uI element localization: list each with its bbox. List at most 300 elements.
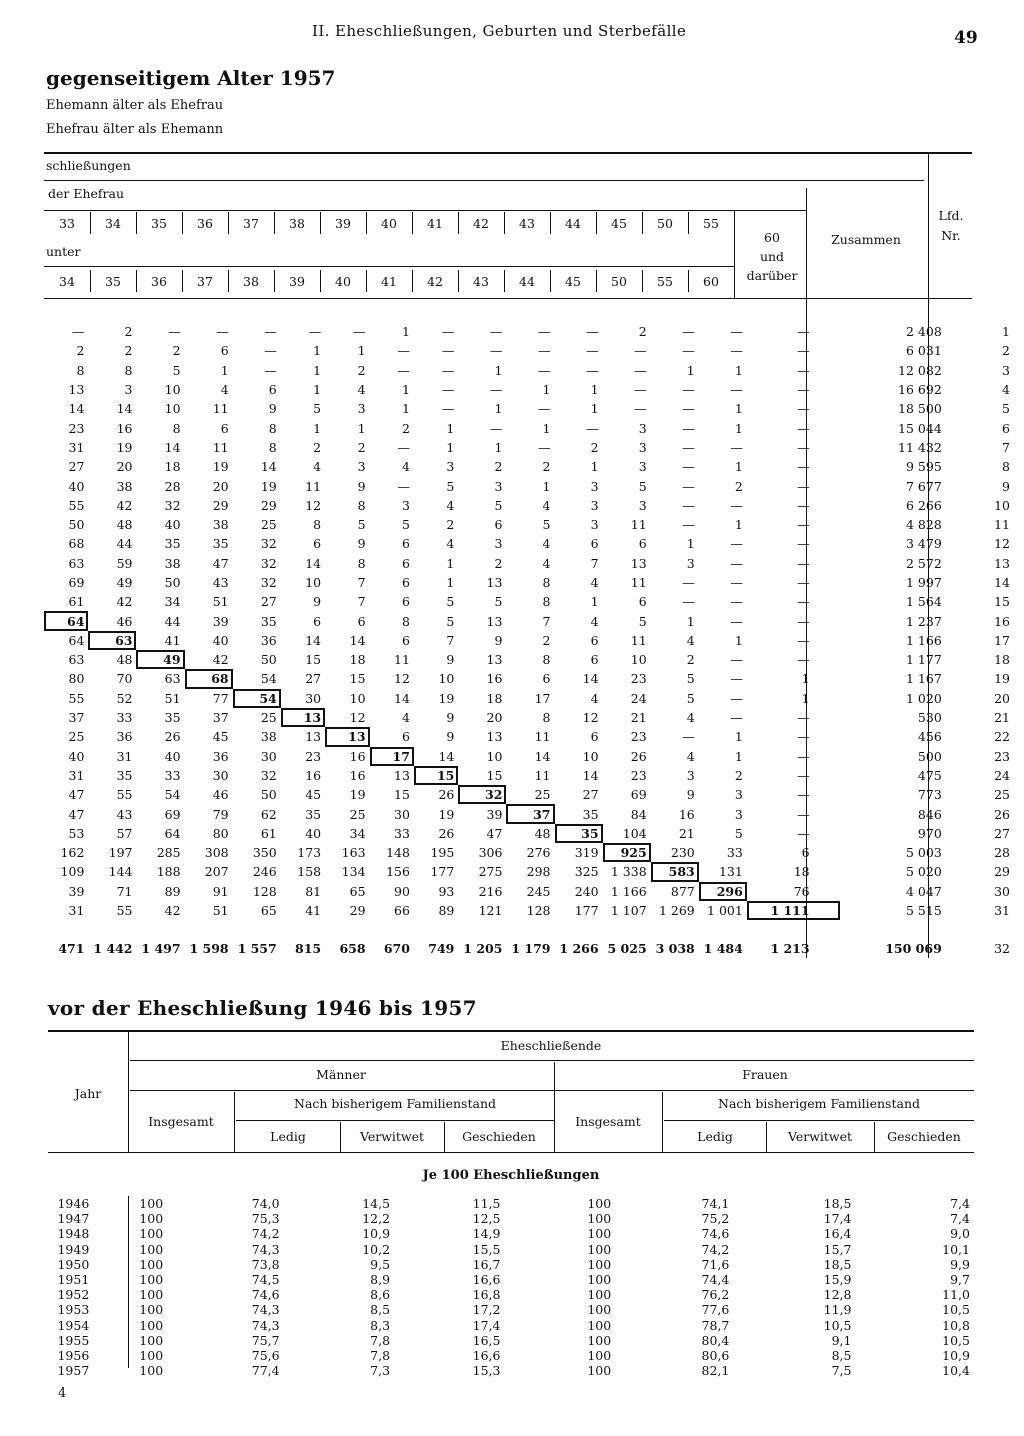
data-cell: — [797,536,810,552]
data-cell: 46 [116,613,133,629]
data-cell: 44 [116,536,133,552]
women-total-heading: Insgesamt [575,1114,641,1129]
data-cell: 3 [686,767,695,783]
table1-subtitle-1: Ehemann älter als Ehefrau [46,98,224,113]
data-cell: 84 [630,806,647,822]
data-cell: 11 [630,632,647,648]
data-cell: 5 [734,825,743,841]
data-cell: 2 [401,420,410,436]
data-cell: 10 [305,575,322,590]
table-row [44,747,1024,766]
data-cell: 89 [438,903,455,919]
data-cell: 100 [587,1332,612,1348]
data-cell: — [797,575,810,590]
table-row [44,515,1024,534]
data-cell: 100 [587,1317,612,1333]
data-cell: 47 [212,555,229,571]
data-cell: 16,6 [472,1272,501,1288]
data-cell: 14 [534,748,551,764]
data-cell: 1 [590,401,599,417]
data-cell: 30 [305,690,322,706]
data-cell: 240 [574,883,599,899]
col-60-heading [738,228,806,285]
data-cell: 4 [446,497,455,513]
data-cell: 11 [630,517,647,533]
data-cell: 128 [526,903,551,919]
data-cell: 16 [349,767,366,783]
total-cell: 6 266 [905,497,942,513]
table2-title: vor der Eheschließung 1946 bis 1957 [48,996,477,1020]
data-cell: 74,5 [251,1272,280,1288]
row-number-cell: 19 [994,671,1010,687]
data-cell: 12,8 [823,1287,852,1303]
row-number-cell: 24 [994,767,1010,783]
data-cell: 16,4 [823,1226,852,1242]
data-cell: 25 [534,787,551,803]
data-cell: 29 [349,903,366,919]
data-cell: 14 [305,632,322,648]
data-cell: 64 [44,611,88,630]
data-cell: 207 [204,864,229,880]
table-row [44,592,1024,611]
total-value-cell: 1 497 [141,941,181,957]
data-cell: 17 [370,747,414,766]
data-cell: 6 [590,632,599,648]
data-cell: 100 [139,1211,164,1227]
data-cell: — [797,632,810,648]
data-cell: 1 111 [747,901,840,920]
data-cell: 16,6 [472,1347,501,1363]
data-cell: 1 [494,401,503,417]
data-cell: 34 [164,594,181,610]
data-cell: 35 [212,536,229,552]
data-cell: 2 [686,652,695,668]
data-cell: 5 [638,478,647,494]
data-cell: 7 [542,613,551,629]
data-cell: — [797,594,810,610]
data-cell: 76,2 [701,1287,730,1303]
data-cell: 8 [542,575,551,590]
table-row [44,438,1024,457]
row-number-cell: 9 [1002,478,1010,494]
data-cell: 37 [212,710,229,726]
men-heading: Männer [316,1067,366,1082]
totals-row [44,920,1024,956]
data-cell: 55 [116,903,133,919]
data-cell: 285 [156,845,181,861]
data-cell: 35 [582,806,599,822]
data-cell: — [634,343,647,359]
data-cell: 5 [401,517,410,533]
total-cell: 9 595 [905,459,942,475]
data-cell: 100 [139,1272,164,1288]
data-cell: 7,3 [370,1363,391,1379]
data-cell: 18 [793,864,810,880]
data-cell: — [682,324,695,340]
data-cell: 2 [542,459,551,475]
data-cell: 32 [458,785,506,804]
data-cell: 8 [268,439,277,455]
data-cell: 2 [124,343,133,359]
data-cell: 23 [630,729,647,745]
data-cell: 40 [305,825,322,841]
data-cell: 6 [268,382,277,398]
col-lfd-heading [930,206,972,246]
data-cell: — [730,690,743,706]
data-cell: 26 [438,825,455,841]
data-cell: 55 [68,497,85,513]
data-cell: 2 [172,343,181,359]
data-cell: 100 [587,1347,612,1363]
total-cell: 1 167 [905,671,942,687]
data-cell: 173 [297,845,322,861]
total-value-cell: 471 [58,941,85,957]
total-cell: 5 003 [905,845,942,861]
data-cell: 177 [430,864,455,880]
data-cell: 39 [212,613,229,629]
total-cell: 970 [917,825,942,841]
subgroup-label: der Ehefrau [48,186,125,201]
under-label: unter [46,244,81,259]
data-cell: 48 [534,825,551,841]
data-cell: 82,1 [701,1363,730,1379]
data-cell: 74,2 [251,1226,280,1242]
row-number-cell: 11 [994,517,1010,533]
data-cell: 80,4 [701,1332,730,1348]
data-cell: 8 [313,517,322,533]
data-cell: 1 [590,382,599,398]
data-cell: 50 [68,517,85,533]
data-cell: 8 [268,420,277,436]
data-cell: 69 [164,806,181,822]
data-cell: 350 [252,845,277,861]
total-cell: 5 020 [905,864,942,880]
total-cell: 846 [917,806,942,822]
data-cell: 16,5 [472,1332,501,1348]
data-cell: 8 [76,362,85,378]
table-row [44,708,1024,727]
data-cell: 31 [68,767,85,783]
age-to-11: 45 [565,274,581,289]
data-cell: — [797,439,810,455]
data-cell: 3 [357,459,366,475]
data-cell: — [489,420,503,436]
col-60-line-2: und [759,249,785,264]
table-row [48,1226,1024,1241]
data-cell: — [441,362,455,378]
year-cell: 1956 [57,1347,90,1363]
data-cell: 2 [542,632,551,648]
data-cell: 12,5 [472,1211,501,1227]
data-cell: 57 [116,825,133,841]
data-cell: 1 [446,420,455,436]
data-cell: 1 [734,459,743,475]
data-cell: 3 [590,497,599,513]
data-cell: — [538,343,551,359]
data-cell: — [682,420,695,436]
data-cell: 6 [401,729,410,745]
total-cell: 11 432 [898,439,942,455]
data-cell: 17 [534,690,551,706]
data-cell: 100 [139,1363,164,1379]
data-cell: 35 [305,806,322,822]
data-cell: 3 [734,787,743,803]
data-cell: 63 [68,652,85,668]
data-cell: 276 [526,845,551,861]
table-row [44,380,1024,399]
data-cell: — [797,748,810,764]
data-cell: 306 [478,845,503,861]
data-cell: 43 [212,575,229,590]
data-cell: 6 [542,671,551,687]
data-cell: 27 [305,671,322,687]
table-row [44,862,1024,881]
data-cell: 74,6 [251,1287,280,1303]
data-cell: 9 [268,401,277,417]
total-cell: 18 500 [898,401,942,417]
year-cell: 1950 [57,1256,90,1272]
data-cell: — [586,343,599,359]
data-cell: 32 [260,767,277,783]
row-number-cell: 4 [1002,382,1010,398]
table-row [48,1257,1024,1272]
men-status-heading: Nach bisherigem Familienstand [294,1096,496,1111]
table-row [44,611,1024,630]
data-cell: 245 [526,883,551,899]
row-number-cell: 16 [994,613,1010,629]
data-cell: — [730,324,743,340]
data-cell: 35 [260,613,277,629]
data-cell: 25 [260,517,277,533]
data-cell: 21 [678,825,695,841]
data-cell: 14 [116,401,133,417]
data-cell: 15 [394,787,410,803]
row-number-cell: 31 [994,903,1010,919]
row-number-cell: 20 [994,690,1010,706]
data-cell: 3 [494,536,503,552]
data-cell: 10 [630,652,647,668]
data-cell: 100 [587,1211,612,1227]
total-cell: 16 692 [898,382,942,398]
data-cell: 10,5 [942,1332,970,1348]
total-cell: 4 828 [905,517,942,533]
data-cell: 10,5 [823,1317,852,1333]
data-cell: 51 [212,903,229,919]
total-value-cell: 3 038 [655,941,695,957]
data-cell: — [797,478,810,494]
main-heading: Eheschließende [500,1038,602,1053]
data-cell: 62 [260,806,277,822]
total-value-cell: 1 213 [770,941,810,957]
data-cell: 13 [630,555,647,571]
age-from-8: 41 [427,216,443,231]
data-cell: — [538,439,551,455]
data-cell: 13 [394,767,410,783]
total-cell: 2 408 [905,324,942,340]
data-cell: 75,3 [251,1211,280,1227]
data-cell: 54 [260,671,277,687]
data-cell: — [441,324,455,340]
data-cell: 80 [212,825,229,841]
age-from-12: 45 [611,216,627,231]
data-cell: 9 [357,478,366,494]
age-from-6: 39 [335,216,351,231]
data-cell: 5 [494,594,503,610]
table-row [44,689,1024,708]
data-cell: 13 [281,708,325,727]
data-cell: 1 [401,324,410,340]
data-cell: 27 [68,459,85,475]
data-cell: 15 [414,766,458,785]
table-row [44,901,1024,920]
data-cell: 1 [590,459,599,475]
table-row [48,1196,1024,1211]
row-number-cell: 26 [994,806,1010,822]
data-cell: 4 [357,382,366,398]
data-cell: 5 [172,362,181,378]
row-number-cell: 23 [994,748,1010,764]
data-cell: 16,7 [472,1256,501,1272]
data-cell: 6 [313,536,322,552]
data-cell: 1 001 [707,903,743,919]
data-cell: — [586,362,599,378]
data-cell: 1 166 [610,883,647,899]
data-cell: 5 [446,478,455,494]
data-cell: — [682,382,695,398]
data-cell: 6 [401,632,410,648]
data-cell: 43 [116,806,133,822]
data-cell: 54 [233,689,281,708]
data-cell: 1 [313,343,322,359]
total-cell: 5 515 [905,903,942,919]
data-cell: 2 [734,767,743,783]
data-cell: 4 [401,710,410,726]
data-cell: 10 [582,748,599,764]
data-cell: 18,5 [823,1196,852,1212]
data-cell: — [397,478,410,494]
data-cell: 13 [305,729,322,745]
data-cell: 23 [305,748,322,764]
year-cell: 1954 [57,1317,90,1333]
data-cell: 37 [68,710,85,726]
data-cell: 1 [357,420,366,436]
total-cell: 1 997 [905,575,942,590]
data-cell: 6 [590,536,599,552]
data-cell: 26 [630,748,647,764]
total-value-cell: 1 442 [93,941,133,957]
total-cell: 773 [917,787,942,803]
data-cell: 21 [630,710,647,726]
table2-body [48,1196,1024,1378]
data-cell: 197 [108,845,133,861]
data-cell: 19 [349,787,366,803]
age-from-14: 55 [703,216,719,231]
data-cell: 33 [164,767,181,783]
data-cell: 1 [686,362,695,378]
data-cell: 75,6 [251,1347,280,1363]
data-cell: 14 [68,401,85,417]
data-cell: 109 [60,864,85,880]
data-cell: 1 [734,517,743,533]
table-row [44,824,1024,843]
data-cell: 55 [116,787,133,803]
data-cell: 2 [590,439,599,455]
data-cell: 100 [139,1241,164,1257]
age-from-13: 50 [657,216,673,231]
data-cell: 30 [394,806,410,822]
data-cell: — [730,594,743,610]
data-cell: 4 [446,536,455,552]
data-cell: 23 [630,767,647,783]
data-cell: 100 [587,1256,612,1272]
table-row [44,554,1024,573]
data-cell: 7,8 [370,1347,391,1363]
col-year-heading: Jahr [74,1086,102,1101]
data-cell: 14 [305,555,322,571]
data-cell: 74,2 [701,1241,730,1257]
data-cell: 8 [542,652,551,668]
data-cell: 8,5 [370,1302,391,1318]
data-cell: 10,1 [942,1241,970,1257]
data-cell: 61 [68,594,85,610]
data-cell: 6 [638,536,647,552]
data-cell: 74,3 [251,1241,280,1257]
data-cell: 6 [638,594,647,610]
data-cell: 20 [486,710,503,726]
data-cell: — [797,825,810,841]
table-row [48,1318,1024,1333]
men-total-heading: Insgesamt [148,1114,214,1129]
year-cell: 1948 [57,1226,90,1242]
data-cell: 9 [313,594,322,610]
data-cell: 1 [313,382,322,398]
data-cell: 6 [401,594,410,610]
data-cell: 100 [139,1347,164,1363]
total-value-cell: 1 179 [511,941,551,957]
data-cell: 17,4 [472,1317,501,1333]
data-cell: 18 [164,459,181,475]
data-cell: — [682,575,695,590]
data-cell: 74,6 [701,1226,730,1242]
data-cell: 11 [534,729,551,745]
data-cell: 6 [313,613,322,629]
total-value-cell: 670 [383,941,410,957]
table-row [48,1348,1024,1363]
age-to-10: 44 [519,274,535,289]
table1-subtitle-2: Ehefrau älter als Ehemann [46,122,224,137]
data-cell: 27 [260,594,277,610]
age-to-0: 34 [59,274,75,289]
data-cell: 7 [357,575,366,590]
table-row [48,1242,1024,1257]
age-from-3: 36 [197,216,213,231]
data-cell: 144 [108,864,133,880]
data-cell: 131 [718,864,743,880]
data-cell: 51 [212,594,229,610]
data-cell: 14 [438,748,455,764]
total-value-cell: 815 [295,941,322,957]
lfd-line-1: Lfd. [938,208,964,223]
data-cell: 91 [212,883,229,899]
data-cell: 5 [446,594,455,610]
data-cell: 47 [68,787,85,803]
data-cell: 1 [734,362,743,378]
data-cell: 63 [88,631,136,650]
data-cell: 195 [430,845,455,861]
data-cell: 100 [587,1241,612,1257]
data-cell: 1 [734,401,743,417]
data-cell: — [797,517,810,533]
